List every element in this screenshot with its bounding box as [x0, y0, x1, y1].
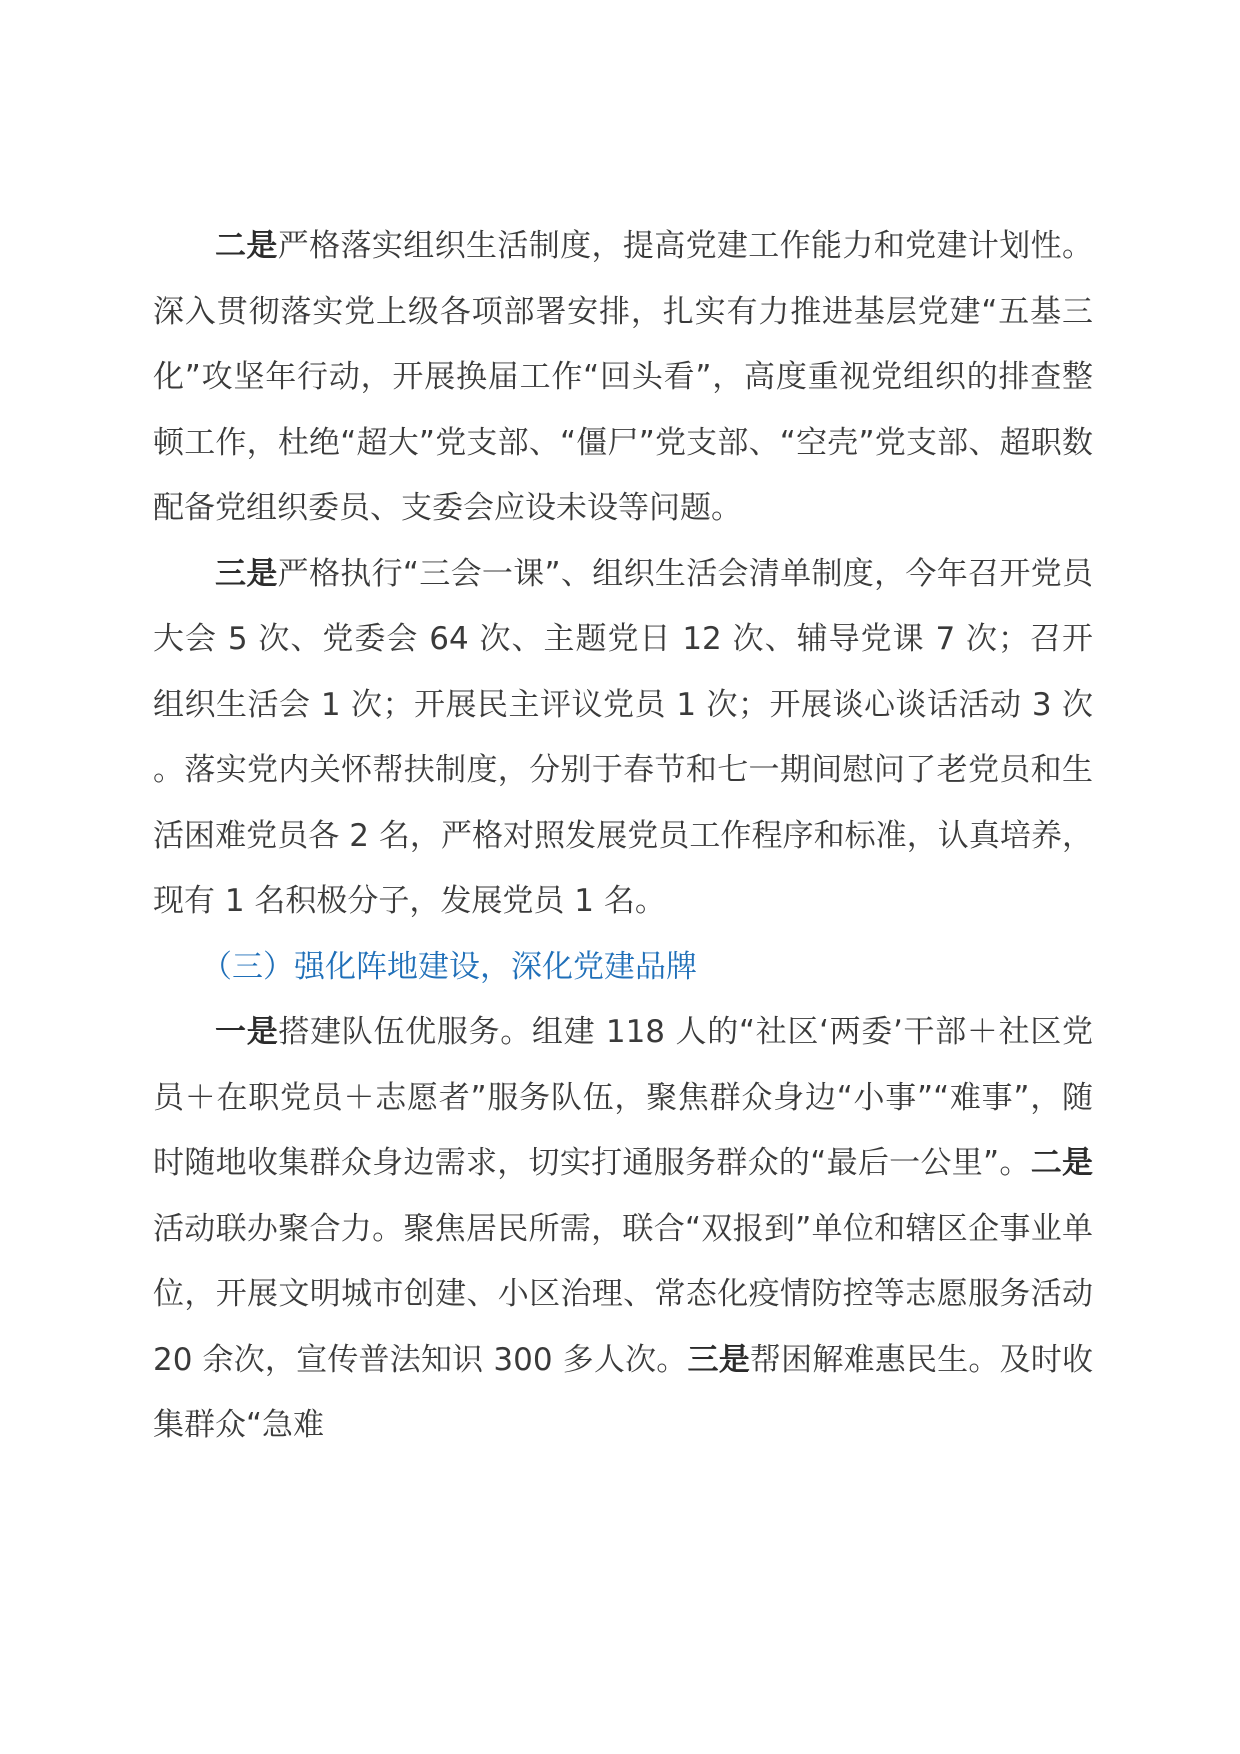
- paragraph-text: 帮困解难惠民生。及时收集群众“急难: [153, 1341, 1093, 1443]
- paragraph-organization-life: [153, 214, 1093, 542]
- section-heading: （三）强化阵地建设，深化党建品牌: [201, 948, 697, 985]
- paragraph-lead: 一是: [215, 1014, 279, 1050]
- paragraph-position-building: [153, 1000, 1093, 1459]
- document-body: [153, 214, 1093, 1459]
- paragraph-lead: 二是: [1030, 1145, 1093, 1181]
- paragraph-text: 搭建队伍优服务。组建 118 人的“社区‘两委’干部＋社区党员＋在职党员＋志愿者”服务队伍，聚焦群众身边“小事”“难事”，随时随地收集群众身边需求，切实打通服务群众的“最后一公里”。: [153, 1014, 1093, 1181]
- paragraph-lead: 三是: [215, 555, 278, 592]
- paragraph-text: 活动联办聚合力。聚焦居民所需，联合“双报到”单位和辖区企事业单位，开展文明城市创建、小区治理、常态化疫情防控等志愿服务活动 20 余次，宣传普法知识 300 多人次。: [153, 1210, 1093, 1378]
- paragraph-lead: 三是: [687, 1341, 750, 1378]
- paragraph-lead: 二是: [215, 228, 278, 264]
- paragraph-three-meetings: [153, 542, 1093, 935]
- paragraph-text: 严格执行“三会一课”、组织生活会清单制度，今年召开党员大会 5 次、党委会 64 次、主题党日 12 次、辅导党课 7 次；召开组织生活会 1 次；开展民主评议党员 1 次；开展谈心谈话活动 3 次。落实党内关怀帮扶制度，分别于春节和七一期间慰问了老党员和生活困难党员各 2 名，严格对照发展党员工作程序和标准，认真培养，现有 1 名积极分子，发展党员 1 名。: [153, 555, 1093, 919]
- paragraph-text: 严格落实组织生活制度，提高党建工作能力和党建计划性。深入贯彻落实党上级各项部署安排，扎实有力推进基层党建“五基三化”攻坚年行动，开展换届工作“回头看”，高度重视党组织的排查整顿工作，杜绝“超大”党支部、“僵尸”党支部、“空壳”党支部、超职数配备党组织委员、支委会应设未设等问题。: [153, 228, 1094, 526]
